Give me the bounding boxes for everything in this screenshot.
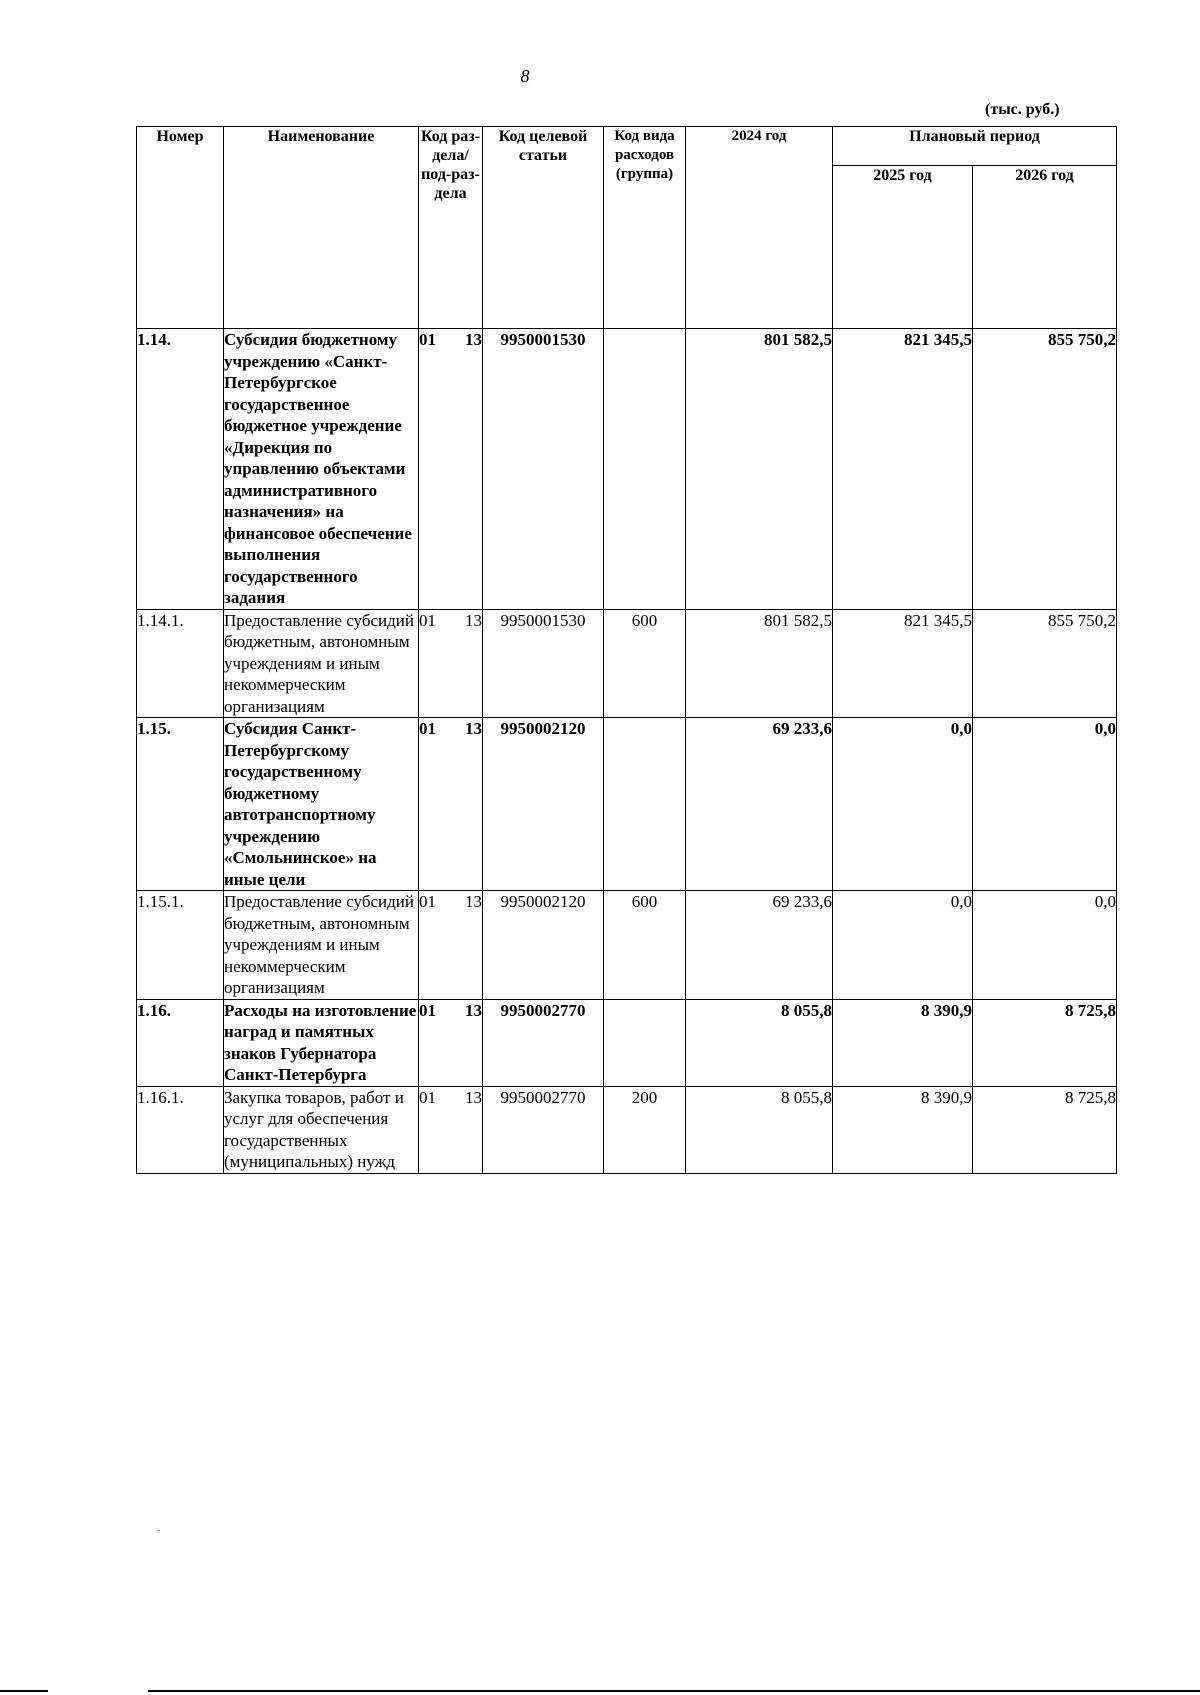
header-target: Код целевой статьи: [483, 127, 604, 329]
row-section-code: 01: [419, 1087, 436, 1107]
row-section: [419, 329, 483, 610]
row-2026: 0,0: [973, 891, 1117, 1000]
row-section: [419, 999, 483, 1086]
row-target: 9950002770: [483, 1086, 604, 1173]
row-subsection-code: 13: [465, 610, 482, 630]
row-2025: 0,0: [833, 891, 973, 1000]
row-section: [419, 891, 483, 1000]
row-subsection-code: 13: [465, 719, 482, 738]
row-2024: 801 582,5: [686, 329, 833, 610]
row-2024: 801 582,5: [686, 609, 833, 718]
row-2026: 855 750,2: [973, 609, 1117, 718]
row-expense-type: 200: [604, 1086, 686, 1173]
row-expense-type: 600: [604, 891, 686, 1000]
row-name: Предоставление субсидий бюджетным, автономным учреждениям и иным некоммерческим организациям: [224, 891, 419, 1000]
row-2026: 855 750,2: [973, 329, 1117, 610]
row-2026: 8 725,8: [973, 999, 1117, 1086]
scan-edge-line-left: [0, 1690, 48, 1692]
header-year-2024: 2024 год: [686, 127, 833, 329]
row-section: [419, 609, 483, 718]
row-section: [419, 718, 483, 891]
page-number: 8: [520, 66, 530, 86]
row-name: Расходы на изготовление наград и памятных знаков Губернатора Санкт-Петербурга: [224, 999, 419, 1086]
row-target: 9950001530: [483, 329, 604, 610]
row-section-code: 01: [419, 330, 436, 349]
row-2024: 8 055,8: [686, 1086, 833, 1173]
row-section-code: 01: [419, 1000, 436, 1020]
row-2025: 821 345,5: [833, 609, 973, 718]
header-section: Код раз-дела/ под-раз-дела: [419, 127, 483, 329]
row-section-code: 01: [419, 892, 436, 911]
budget-table: [136, 126, 1117, 1174]
row-number: 1.14.: [137, 329, 224, 610]
table-row: [137, 329, 1117, 610]
row-number: 1.16.1.: [137, 1086, 224, 1173]
scan-speck: [158, 1530, 160, 1531]
row-subsection-code: 13: [465, 892, 482, 911]
row-name: Субсидия бюджетному учреждению «Санкт-Петербургское государственное бюджетное учреждение «Дирекция по управлению объектами административного назначения» на финансовое обеспечение выполнения государственного задания: [224, 329, 419, 610]
scan-edge-line-right: [148, 1690, 1200, 1692]
row-expense-type: [604, 999, 686, 1086]
row-target: 9950001530: [483, 609, 604, 718]
row-name: Субсидия Санкт-Петербургскому государственному бюджетному автотранспортному учреждению «Смольнинское» на иные цели: [224, 718, 419, 891]
row-2025: 821 345,5: [833, 329, 973, 610]
row-2025: 0,0: [833, 718, 973, 891]
row-section-code: 01: [419, 719, 436, 738]
units-label: (тыс. руб.): [985, 101, 1060, 118]
table-row: [137, 1086, 1117, 1173]
table-row: [137, 999, 1117, 1086]
row-expense-type: [604, 329, 686, 610]
row-section: [419, 1086, 483, 1173]
row-2025: 8 390,9: [833, 1086, 973, 1173]
row-expense-type: 600: [604, 609, 686, 718]
header-expense-type: Код вида расходов (группа): [604, 127, 686, 329]
header-year-2025: 2025 год: [833, 166, 973, 329]
table-row: [137, 718, 1117, 891]
row-target: 9950002120: [483, 891, 604, 1000]
row-number: 1.14.1.: [137, 609, 224, 718]
row-2026: 0,0: [973, 718, 1117, 891]
row-2024: 69 233,6: [686, 718, 833, 891]
row-section-code: 01: [419, 610, 436, 630]
header-name: Наименование: [224, 127, 419, 329]
row-subsection-code: 13: [465, 1087, 482, 1107]
row-2026: 8 725,8: [973, 1086, 1117, 1173]
table-row: [137, 891, 1117, 1000]
header-planning-period: Плановый период: [833, 127, 1117, 166]
row-name: Закупка товаров, работ и услуг для обеспечения государственных (муниципальных) нужд: [224, 1086, 419, 1173]
row-number: 1.16.: [137, 999, 224, 1086]
row-2024: 8 055,8: [686, 999, 833, 1086]
row-expense-type: [604, 718, 686, 891]
row-number: 1.15.1.: [137, 891, 224, 1000]
row-target: 9950002770: [483, 999, 604, 1086]
header-year-2026: 2026 год: [973, 166, 1117, 329]
row-2024: 69 233,6: [686, 891, 833, 1000]
row-2025: 8 390,9: [833, 999, 973, 1086]
row-name: Предоставление субсидий бюджетным, автономным учреждениям и иным некоммерческим организациям: [224, 609, 419, 718]
table-row: [137, 609, 1117, 718]
table-body: [137, 329, 1117, 1174]
row-number: 1.15.: [137, 718, 224, 891]
row-target: 9950002120: [483, 718, 604, 891]
row-subsection-code: 13: [465, 330, 482, 349]
row-subsection-code: 13: [465, 1000, 482, 1020]
header-number: Номер: [137, 127, 224, 329]
table-header: [137, 127, 1117, 329]
